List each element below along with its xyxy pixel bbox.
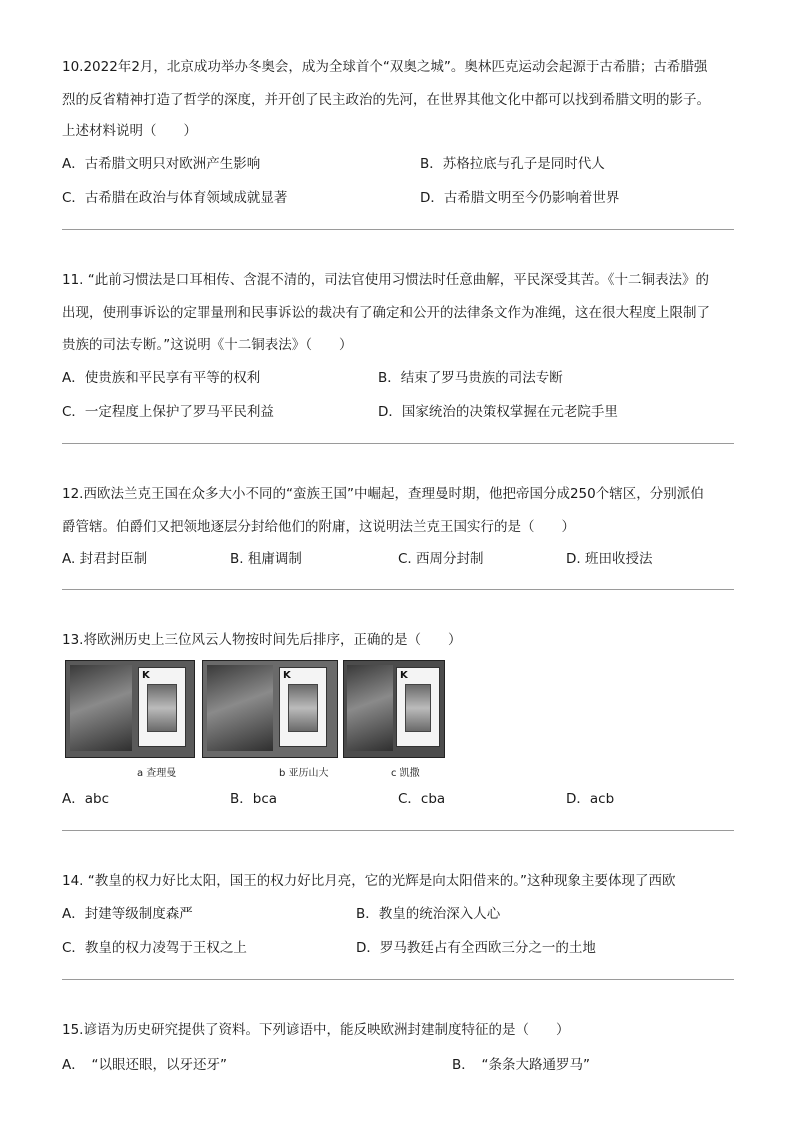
card-king-figure	[405, 684, 431, 732]
card-panel-c	[343, 660, 445, 758]
card-rank: K	[142, 670, 150, 681]
card-king-figure	[288, 684, 318, 732]
q12-option-a[interactable]: A. 封君封臣制	[62, 551, 148, 567]
divider	[62, 830, 734, 831]
q10-stem-line-3: 上述材料说明（ ）	[62, 123, 197, 139]
q15-option-a[interactable]: A． “以眼还眼，以牙还牙”	[62, 1057, 227, 1073]
q15-stem-line-1: 15.谚语为历史研究提供了资料。下列谚语中，能反映欧洲封建制度特征的是（ ）	[62, 1022, 570, 1038]
q13-option-d[interactable]: D．acb	[566, 791, 615, 807]
q14-option-d[interactable]: D．罗马教廷占有全西欧三分之一的土地	[356, 940, 596, 956]
q15-option-b[interactable]: B． “条条大路通罗马”	[452, 1057, 590, 1073]
q11-stem-line-2: 出现，使刑事诉讼的定罪量刑和民事诉讼的裁决有了确定和公开的法律条文作为准绳，这在很大程度上限制了	[62, 305, 710, 321]
q11-option-d[interactable]: D．国家统治的决策权掌握在元老院手里	[378, 404, 618, 420]
q11-option-a[interactable]: A．使贵族和平民享有平等的权利	[62, 370, 261, 386]
card-panel-b	[202, 660, 338, 758]
q11-stem-line-1: 11. “此前习惯法是口耳相传、含混不清的，司法官使用习惯法时任意曲解，平民深受其苦。《十二铜表法》的	[62, 272, 710, 288]
q10-option-d[interactable]: D．古希腊文明至今仍影响着世界	[420, 190, 620, 206]
q12-option-d[interactable]: D. 班田收授法	[566, 551, 653, 567]
q13-stem-line-1: 13.将欧洲历史上三位风云人物按时间先后排序，正确的是（ ）	[62, 632, 462, 648]
q11-stem-line-3: 贵族的司法专断。”这说明《十二铜表法》（ ）	[62, 337, 353, 353]
card-rank: K	[400, 670, 408, 681]
q13-option-a[interactable]: A．abc	[62, 791, 109, 807]
card-rank: K	[283, 670, 291, 681]
q12-stem-line-2: 爵管辖。伯爵们又把领地逐层分封给他们的附庸，这说明法兰克王国实行的是（ ）	[62, 519, 575, 535]
card-king-figure	[147, 684, 177, 732]
q12-option-c[interactable]: C. 西周分封制	[398, 551, 484, 567]
q12-stem-line-1: 12.西欧法兰克王国在众多大小不同的“蛮族王国”中崛起，查理曼时期，他把帝国分成250个辖区，分别派伯	[62, 486, 704, 502]
playing-cards-figure	[65, 660, 445, 782]
q10-option-c[interactable]: C．古希腊在政治与体育领域成就显著	[62, 190, 288, 206]
q10-stem-line-2: 烈的反省精神打造了哲学的深度，并开创了民主政治的先河，在世界其他文化中都可以找到希腊文明的影子。	[62, 92, 710, 108]
divider	[62, 229, 734, 230]
q10-option-a[interactable]: A．古希腊文明只对欧洲产生影响	[62, 156, 261, 172]
caption-a: a 查理曼	[137, 768, 177, 779]
q10-stem-line-1: 10.2022年2月，北京成功举办冬奥会，成为全球首个“双奥之城”。奥林匹克运动会起源于古希腊；古希腊强	[62, 59, 708, 75]
portrait-alexander	[207, 665, 273, 751]
playing-card-c	[396, 667, 440, 747]
q11-option-b[interactable]: B．结束了罗马贵族的司法专断	[378, 370, 563, 386]
portrait-caesar	[347, 665, 393, 751]
q13-option-c[interactable]: C．cba	[398, 791, 446, 807]
caption-c: c 凯撒	[391, 768, 420, 779]
q14-option-b[interactable]: B．教皇的统治深入人心	[356, 906, 501, 922]
q14-option-c[interactable]: C．教皇的权力凌驾于王权之上	[62, 940, 247, 956]
divider	[62, 443, 734, 444]
playing-card-b	[279, 667, 327, 747]
q14-stem-line-1: 14. “教皇的权力好比太阳，国王的权力好比月亮，它的光辉是向太阳借来的。”这种现象主要体现了西欧	[62, 873, 676, 889]
caption-b: b 亚历山大	[279, 768, 329, 779]
q12-option-b[interactable]: B. 租庸调制	[230, 551, 302, 567]
q10-option-b[interactable]: B．苏格拉底与孔子是同时代人	[420, 156, 605, 172]
q14-option-a[interactable]: A．封建等级制度森严	[62, 906, 193, 922]
q11-option-c[interactable]: C．一定程度上保护了罗马平民利益	[62, 404, 274, 420]
divider	[62, 589, 734, 590]
q13-option-b[interactable]: B．bca	[230, 791, 278, 807]
playing-card-a	[138, 667, 186, 747]
portrait-charlemagne	[70, 665, 132, 751]
card-panel-a	[65, 660, 195, 758]
divider	[62, 979, 734, 980]
